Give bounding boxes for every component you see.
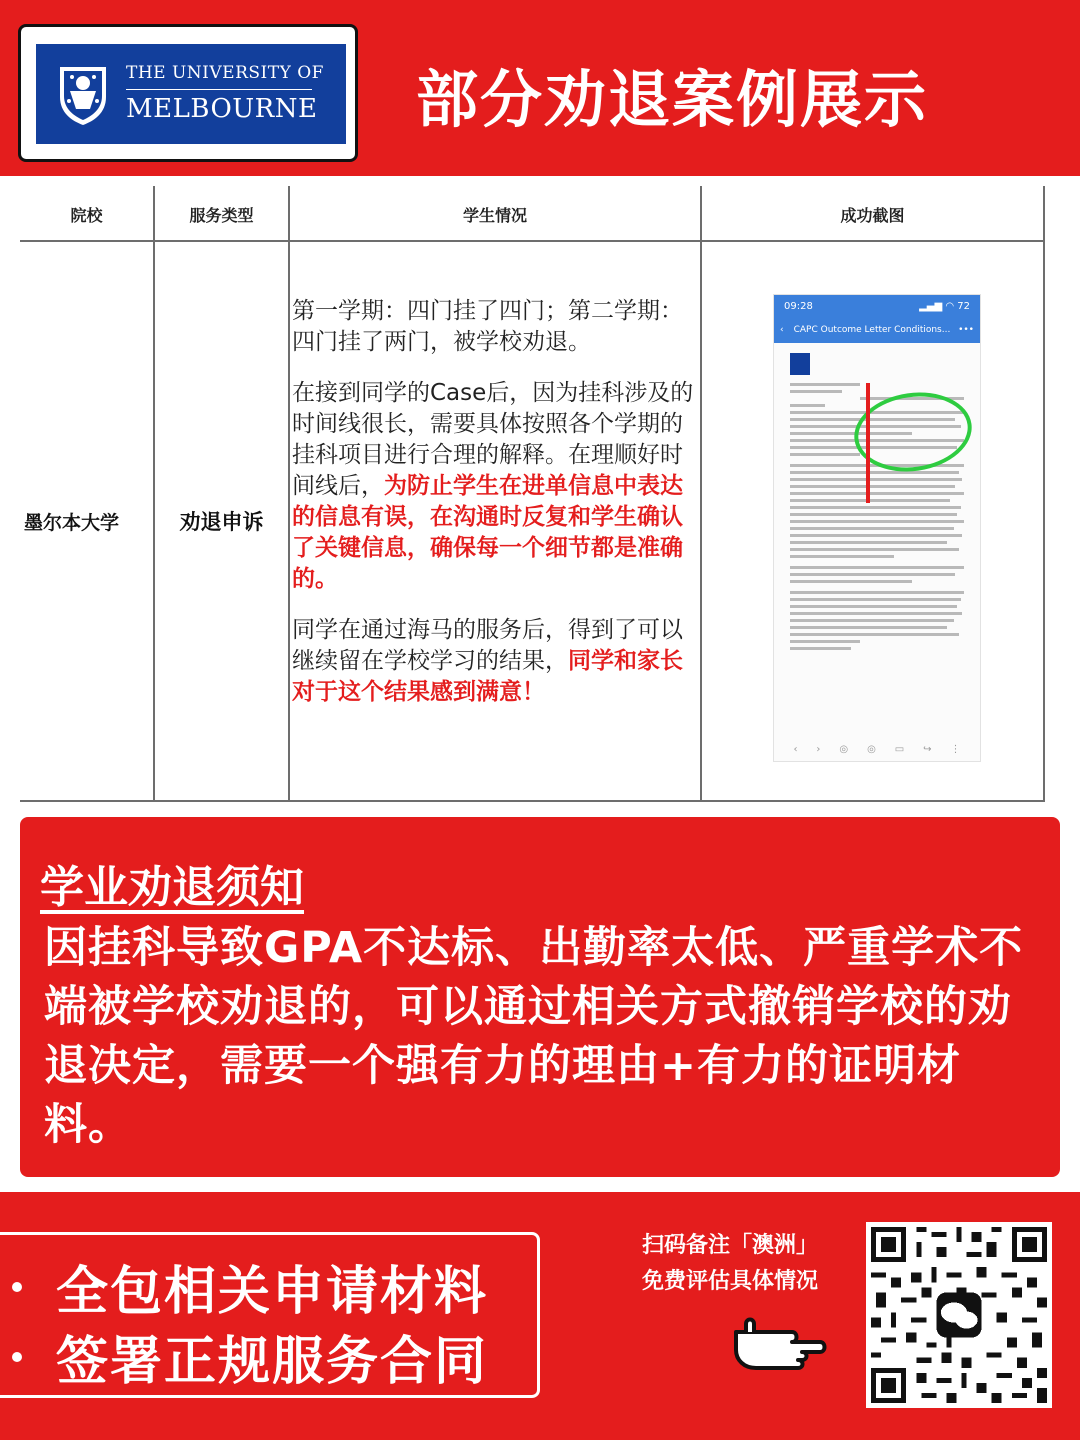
search-icon: ◎ xyxy=(839,744,849,755)
student-situation-cell xyxy=(292,296,698,728)
bullet-icon xyxy=(12,1352,22,1362)
table-divider xyxy=(20,800,1045,802)
page-icon: ▭ xyxy=(894,744,905,755)
column-header-school: 院校 xyxy=(70,205,103,225)
column-header-service: 服务类型 xyxy=(189,205,254,225)
highlight-item xyxy=(12,1249,488,1324)
situation-paragraph-1: 第一学期：四门挂了四门；第二学期：四门挂了两门，被学校劝退。 xyxy=(292,298,683,355)
situation-text: 在接到同学的Case后，因为挂科涉及的时间线很长，需要具体按照各个学期的挂科项目进行合理的解释。在理顺好时间线后， xyxy=(292,380,694,499)
column-header-screenshot: 成功截图 xyxy=(840,205,905,225)
university-crest-icon xyxy=(50,61,116,127)
letter-crest-icon xyxy=(790,353,810,375)
scan-line-2: 免费评估具体情况 xyxy=(642,1269,819,1294)
phone-status-bar xyxy=(774,295,980,317)
situation-paragraph-2 xyxy=(292,378,698,595)
service-highlights xyxy=(0,1232,540,1398)
footer-banner xyxy=(0,1192,1080,1440)
logo-divider xyxy=(126,89,312,90)
phone-toolbar xyxy=(784,744,970,755)
share-icon: ↪ xyxy=(923,744,932,755)
highlight-arrow xyxy=(866,383,870,503)
logo-line-2: MELBOURNE xyxy=(126,93,318,124)
phone-nav-bar xyxy=(774,317,980,343)
prev-icon: ‹ xyxy=(793,744,798,755)
letter-content xyxy=(774,343,980,660)
phone-nav-title: CAPC Outcome Letter Conditions... xyxy=(793,325,951,335)
notice-title: 学业劝退须知 xyxy=(40,862,304,913)
phone-time: 09:28 xyxy=(784,300,813,312)
bullet-icon xyxy=(12,1282,22,1292)
more-icon: ••• xyxy=(958,325,974,335)
qr-code[interactable] xyxy=(866,1222,1052,1408)
university-logo xyxy=(18,24,358,162)
situation-text: 同学在通过海马的服务后，得到了可以继续留在学校学习的结果， xyxy=(292,617,683,674)
situation-highlight: 为防止学生在进单信息中表达的信息有误，在沟通时反复和学生确认了关键信息，确保每一个细节都是准确的。 xyxy=(292,473,683,592)
highlight-text: 签署正规服务合同 xyxy=(56,1332,489,1392)
phone-status-icons: ▂▄▆ ◠ 72 xyxy=(919,300,970,312)
logo-panel xyxy=(36,44,346,144)
header-banner xyxy=(0,0,1080,176)
next-icon: › xyxy=(816,744,821,755)
situation-highlight: 同学和家长对于这个结果感到满意！ xyxy=(292,648,683,705)
case-table xyxy=(20,186,1045,802)
situation-paragraph-3 xyxy=(292,615,698,708)
table-divider xyxy=(700,186,702,802)
success-screenshot xyxy=(773,294,981,762)
page-title: 部分劝退案例展示 xyxy=(416,63,929,136)
column-header-student-situation: 学生情况 xyxy=(462,205,527,225)
school-cell: 墨尔本大学 xyxy=(24,511,120,534)
back-icon: ‹ xyxy=(780,325,784,335)
highlight-item xyxy=(12,1319,488,1394)
notice-box xyxy=(20,817,1060,1177)
notice-body: 因挂科导致GPA不达标、出勤率太低、严重学术不端被学校劝退的，可以通过相关方式撤销学校的劝退决定，需要一个强有力的理由+有力的证明材料。 xyxy=(44,923,1024,1150)
highlight-text: 全包相关申请材料 xyxy=(56,1262,489,1322)
logo-line-1: THE UNIVERSITY OF xyxy=(126,62,324,83)
pointing-hand-icon xyxy=(732,1310,828,1376)
service-cell: 劝退申诉 xyxy=(179,510,264,534)
table-divider xyxy=(1043,186,1045,802)
scan-line-1: 扫码备注「澳洲」 xyxy=(642,1233,819,1258)
menu-icon: ⋮ xyxy=(950,744,961,755)
zoom-icon: ◎ xyxy=(867,744,876,755)
scan-instructions xyxy=(642,1228,868,1300)
table-divider xyxy=(288,186,290,802)
